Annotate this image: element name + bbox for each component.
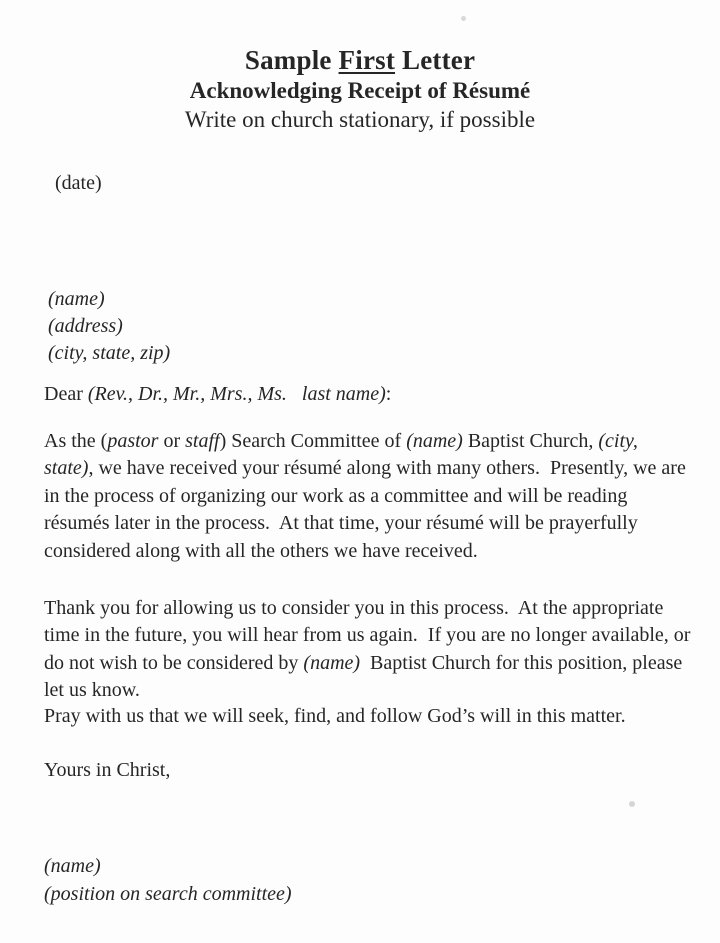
salutation: Dear (Rev., Dr., Mr., Mrs., Ms. last name):: [44, 383, 392, 405]
signature-position: (position on search committee): [44, 883, 292, 905]
date-placeholder: (date): [55, 172, 102, 194]
recipient-block: [48, 286, 170, 367]
body-paragraph-1: As the (pastor or staff) Search Committee of (name) Baptist Church, (city, state), we have received your résumé along with many others. Presently, we are in the process of organizing our work as a committee and will be reading résumés later in the process. At that time, your résumé will be prayerfully considered along with all the others we have received.: [44, 430, 686, 562]
title-line-1-suffix: Letter: [395, 45, 476, 75]
title-underlined-word: First: [338, 45, 396, 75]
title-line-1: [0, 44, 720, 76]
title-line-2: Acknowledging Receipt of Résumé: [189, 78, 531, 103]
recipient-address: (address): [48, 315, 123, 337]
scan-speck: [629, 801, 635, 807]
title-line-1-prefix: Sample: [244, 45, 339, 75]
scan-speck: [461, 16, 466, 21]
title-line-3: Write on church stationary, if possible: [184, 107, 536, 132]
letter-title: [0, 44, 720, 134]
recipient-city-state-zip: (city, state, zip): [48, 342, 171, 364]
closing: Yours in Christ,: [44, 759, 171, 781]
recipient-name: (name): [48, 288, 105, 310]
body-paragraph-2: Thank you for allowing us to consider you in this process. At the appropriate time in the future, you will hear from us again. If you are no longer available, or do not wish to be considered by (name) Baptist Church for this position, please let us know.: [44, 597, 691, 702]
body-paragraph-3: Pray with us that we will seek, find, and follow God’s will in this matter.: [44, 705, 626, 727]
signature-block: [44, 852, 292, 908]
signature-name: (name): [44, 855, 101, 877]
